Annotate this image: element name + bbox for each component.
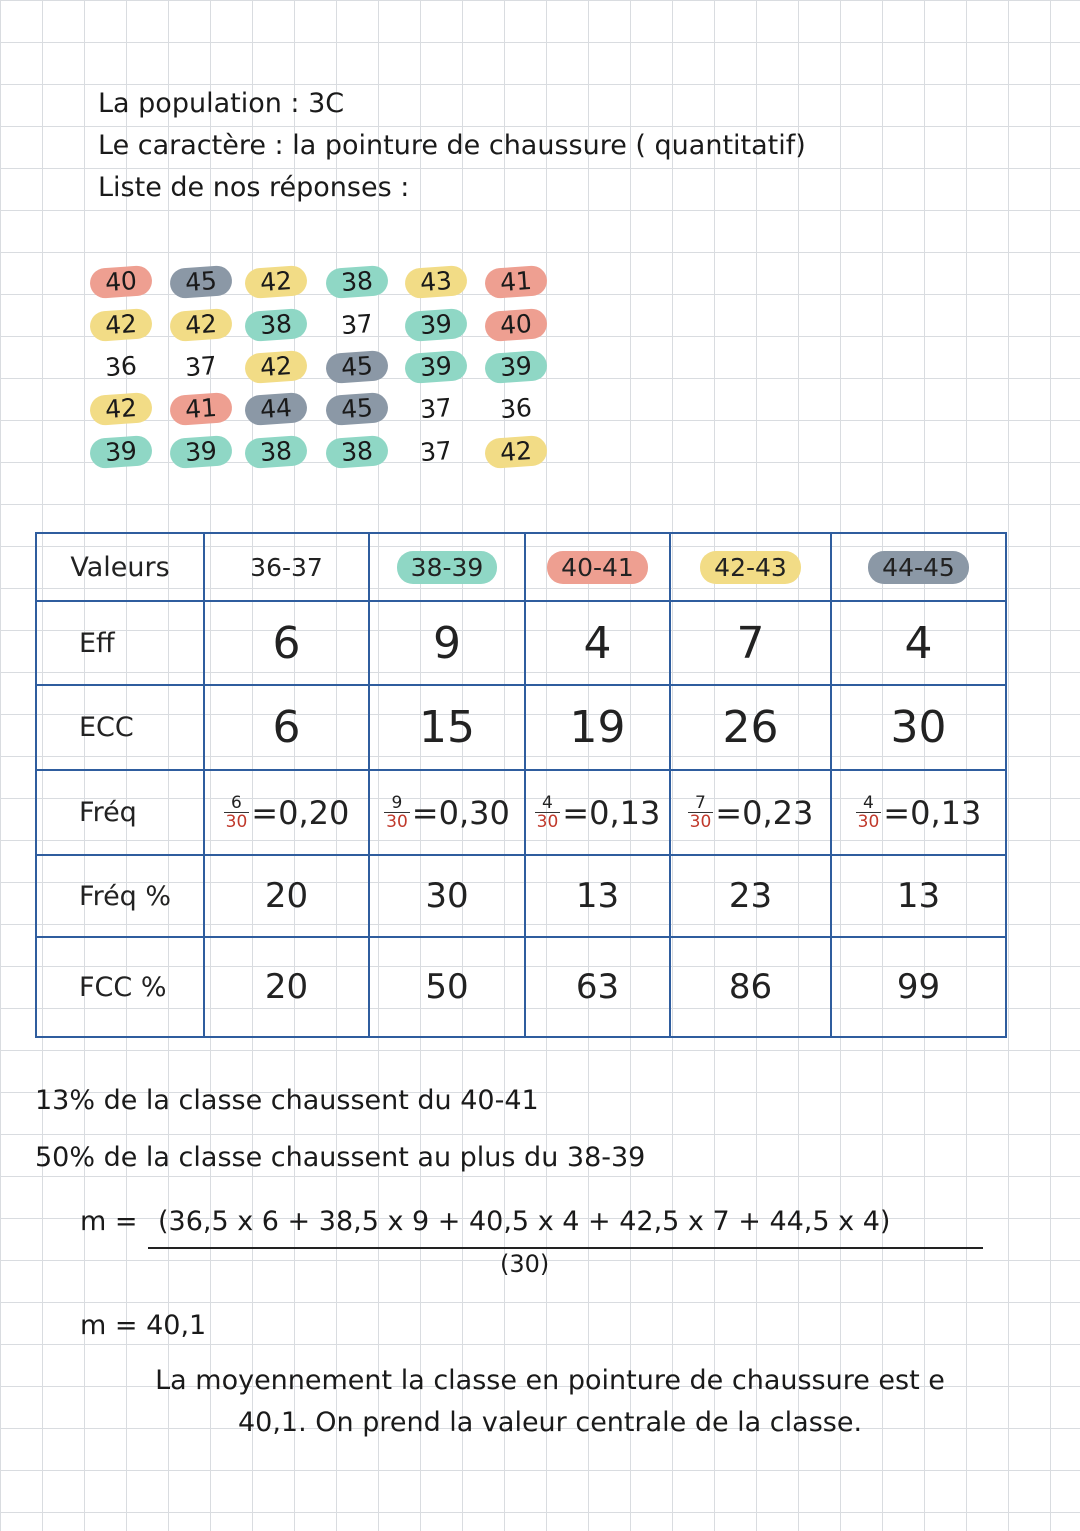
freq-cell [204, 770, 369, 855]
freq-cell [525, 770, 670, 855]
response-value: 38 [244, 308, 308, 342]
row-label: Fréq [36, 770, 204, 855]
fraction [535, 794, 561, 831]
table-row-fcc-pct [36, 937, 1006, 1037]
response-value: 45 [325, 392, 389, 426]
response-value: 42 [484, 435, 548, 469]
fraction-numerator: 4 [535, 794, 561, 813]
class-header [831, 533, 1006, 601]
fraction-numerator: 7 [688, 794, 714, 813]
response-value: 36 [104, 350, 138, 383]
response-value: 39 [404, 350, 468, 384]
response-value: 37 [419, 392, 453, 425]
class-header [670, 533, 831, 601]
response-value: 38 [325, 265, 389, 299]
response-value: 37 [340, 308, 374, 341]
class-label: 38-39 [397, 551, 498, 584]
response-value: 45 [325, 350, 389, 384]
class-label: 42-43 [700, 551, 801, 584]
fraction-denominator: 30 [225, 812, 248, 832]
response-value: 42 [244, 265, 308, 299]
response-value: 42 [89, 392, 153, 426]
fcc-pct-cell: 20 [204, 937, 369, 1037]
response-value: 39 [169, 435, 233, 469]
class-header [525, 533, 670, 601]
mean-lhs: m = [80, 1206, 138, 1237]
fcc-pct-cell: 50 [369, 937, 525, 1037]
fraction-denominator: 30 [689, 812, 712, 832]
caractere-line: Le caractère : la pointure de chaussure ( quantitatif) [98, 130, 806, 161]
ecc-cell: 6 [204, 685, 369, 770]
class-label: 44-45 [868, 551, 969, 584]
ecc-cell: 26 [670, 685, 831, 770]
freq-cell [369, 770, 525, 855]
statement-1: 13% de la classe chaussent du 40-41 [35, 1085, 539, 1116]
response-value: 37 [419, 435, 453, 468]
mean-result: m = 40,1 [80, 1310, 207, 1341]
freq-pct-cell: 13 [831, 855, 1006, 937]
table-header-row [36, 533, 1006, 601]
fraction-numerator: 4 [856, 794, 882, 813]
ecc-cell: 19 [525, 685, 670, 770]
ecc-cell: 30 [831, 685, 1006, 770]
freq-value: =0,13 [883, 793, 982, 832]
eff-cell: 6 [204, 601, 369, 685]
table-row-freq [36, 770, 1006, 855]
freq-pct-cell: 20 [204, 855, 369, 937]
response-value: 43 [404, 265, 468, 299]
response-value: 39 [404, 308, 468, 342]
freq-value: =0,13 [562, 793, 661, 832]
fraction-denominator: 30 [857, 812, 880, 832]
fcc-pct-cell: 86 [670, 937, 831, 1037]
eff-cell: 9 [369, 601, 525, 685]
class-label: 36-37 [250, 552, 323, 582]
freq-value: =0,30 [411, 793, 510, 832]
class-label: 40-41 [547, 551, 648, 584]
response-value: 37 [184, 350, 218, 383]
mean-numerator: (36,5 x 6 + 38,5 x 9 + 40,5 x 4 + 42,5 x 7 + 44,5 x 4) [158, 1206, 891, 1237]
freq-pct-cell: 23 [670, 855, 831, 937]
fraction-denominator: 30 [536, 812, 559, 832]
header-label: Valeurs [36, 533, 204, 601]
response-value: 41 [484, 265, 548, 299]
fraction [856, 794, 882, 831]
freq-cell [670, 770, 831, 855]
class-header [369, 533, 525, 601]
freq-value: =0,23 [715, 793, 814, 832]
row-label: Eff [36, 601, 204, 685]
class-header [204, 533, 369, 601]
response-value: 41 [169, 392, 233, 426]
statement-2: 50% de la classe chaussent au plus du 38-39 [35, 1142, 646, 1173]
response-value: 40 [484, 308, 548, 342]
table-row-eff [36, 601, 1006, 685]
response-value: 42 [244, 350, 308, 384]
freq-pct-cell: 30 [369, 855, 525, 937]
eff-cell: 4 [831, 601, 1006, 685]
row-label: ECC [36, 685, 204, 770]
conclusion-text: La moyennement la classe en pointure de chaussure est e 40,1. On prend la valeur centrale de la classe. [155, 1365, 945, 1438]
fraction-numerator: 9 [384, 794, 410, 813]
response-value: 38 [244, 435, 308, 469]
freq-pct-cell: 13 [525, 855, 670, 937]
response-value: 42 [169, 308, 233, 342]
response-value: 40 [89, 265, 153, 299]
fraction [224, 794, 250, 831]
population-line: La population : 3C [98, 88, 345, 119]
frequency-table [35, 532, 1007, 1038]
eff-cell: 4 [525, 601, 670, 685]
response-value: 36 [499, 392, 533, 425]
response-value: 44 [244, 392, 308, 426]
table-row-ecc [36, 685, 1006, 770]
row-label: FCC % [36, 937, 204, 1037]
row-label: Fréq % [36, 855, 204, 937]
response-value: 39 [89, 435, 153, 469]
liste-heading: Liste de nos réponses : [98, 172, 410, 203]
response-value: 45 [169, 265, 233, 299]
mean-denominator: (30) [500, 1250, 550, 1278]
eff-cell: 7 [670, 601, 831, 685]
response-value: 42 [89, 308, 153, 342]
fraction [688, 794, 714, 831]
fraction-denominator: 30 [386, 812, 408, 832]
fraction [384, 794, 410, 831]
freq-value: =0,20 [251, 793, 350, 832]
fraction-numerator: 6 [224, 794, 250, 813]
ecc-cell: 15 [369, 685, 525, 770]
fcc-pct-cell: 63 [525, 937, 670, 1037]
fcc-pct-cell: 99 [831, 937, 1006, 1037]
freq-cell [831, 770, 1006, 855]
table-row-freq-pct [36, 855, 1006, 937]
fraction-bar [148, 1247, 983, 1249]
response-value: 39 [484, 350, 548, 384]
response-value: 38 [325, 435, 389, 469]
